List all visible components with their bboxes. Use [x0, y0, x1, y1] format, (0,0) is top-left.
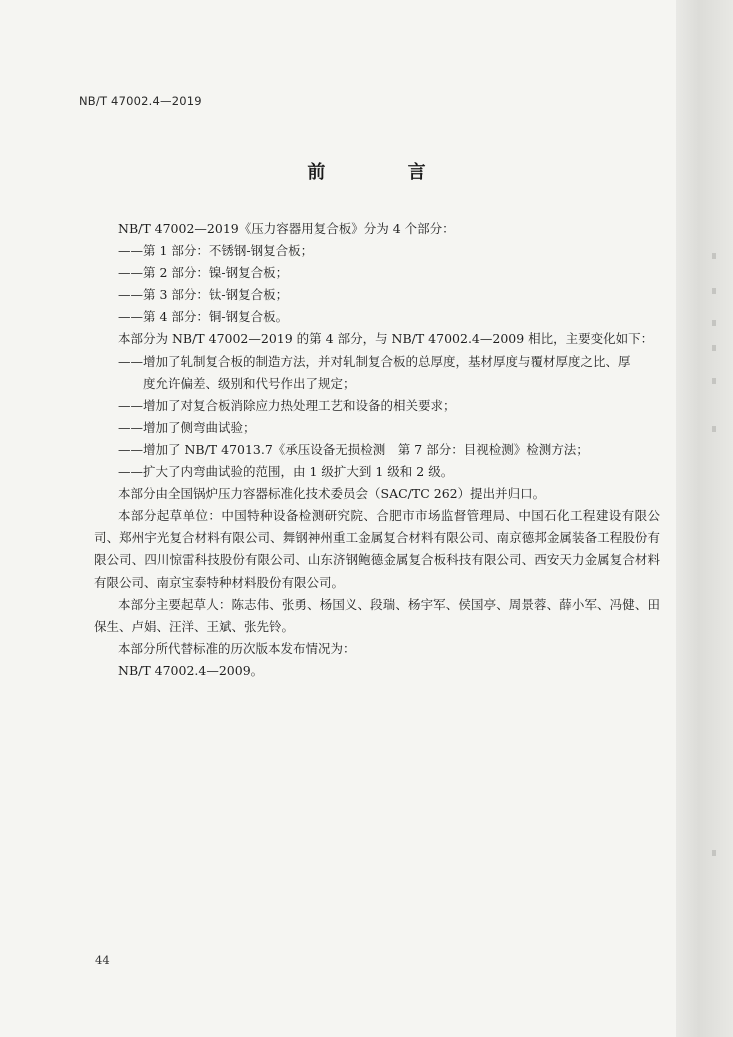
change-item: ——增加了 NB/T 47013.7《承压设备无损检测 第 7 部分：目视检测》检测方法；: [118, 441, 589, 457]
part-list-item: ——第 3 部分：钛-钢复合板；: [118, 287, 289, 303]
drafters-paragraph: 本部分主要起草人：陈志伟、张勇、杨国义、段瑞、杨宇军、侯国亭、周景蓉、薛小军、冯健、田保生、卢娟、汪洋、王斌、张先铃。: [94, 596, 660, 634]
foreword-body: [94, 218, 678, 682]
part-list-item: ——第 4 部分：铜-钢复合板。: [118, 309, 289, 325]
edge-speck: [712, 345, 716, 351]
change-item: ——增加了侧弯曲试验；: [118, 419, 256, 435]
history-intro-line: 本部分所代替标准的历次版本发布情况为：: [118, 640, 356, 656]
page-edge-shadow: [676, 0, 733, 1037]
page-title: 前 言: [307, 162, 464, 183]
intro-line: NB/T 47002—2019《压力容器用复合板》分为 4 个部分：: [118, 221, 455, 236]
committee-line: 本部分由全国锅炉压力容器标准化技术委员会（SAC/TC 262）提出并归口。: [118, 486, 546, 502]
change-item-continuation: 度允许偏差、级别和代号作出了规定；: [143, 375, 356, 391]
change-item: ——增加了轧制复合板的制造方法，并对轧制复合板的总厚度，基材厚度与覆材厚度之比、厚: [118, 353, 631, 369]
change-item: ——增加了对复合板消除应力热处理工艺和设备的相关要求；: [118, 397, 456, 413]
changes-intro-line: 本部分为 NB/T 47002—2019 的第 4 部分，与 NB/T 47002.4—2009 相比，主要变化如下：: [118, 331, 654, 347]
drafting-units-paragraph: 本部分起草单位：中国特种设备检测研究院、合肥市市场监督管理局、中国石化工程建设有限公司、郑州宇光复合材料有限公司、舞钢神州重工金属复合材料有限公司、南京德邦金属装备工程股份有限公司、四川惊雷科技股份有限公司、山东济钢鲍德金属复合板科技有限公司、西安天力金属复合材料有限公司、南京宝泰特种材料股份有限公司。: [94, 508, 660, 590]
history-item: NB/T 47002.4—2009。: [118, 662, 264, 678]
part-list-item: ——第 2 部分：镍-钢复合板；: [118, 265, 289, 281]
page-number: 44: [95, 953, 110, 967]
edge-speck: [712, 850, 716, 856]
edge-speck: [712, 320, 716, 326]
edge-speck: [712, 378, 716, 384]
part-list-item: ——第 1 部分：不锈钢-钢复合板；: [118, 243, 314, 259]
standard-code-header: NB/T 47002.4—2019: [79, 94, 202, 108]
edge-speck: [712, 253, 716, 259]
edge-speck: [712, 288, 716, 294]
edge-speck: [712, 426, 716, 432]
change-item: ——扩大了内弯曲试验的范围，由 1 级扩大到 1 级和 2 级。: [118, 464, 454, 480]
